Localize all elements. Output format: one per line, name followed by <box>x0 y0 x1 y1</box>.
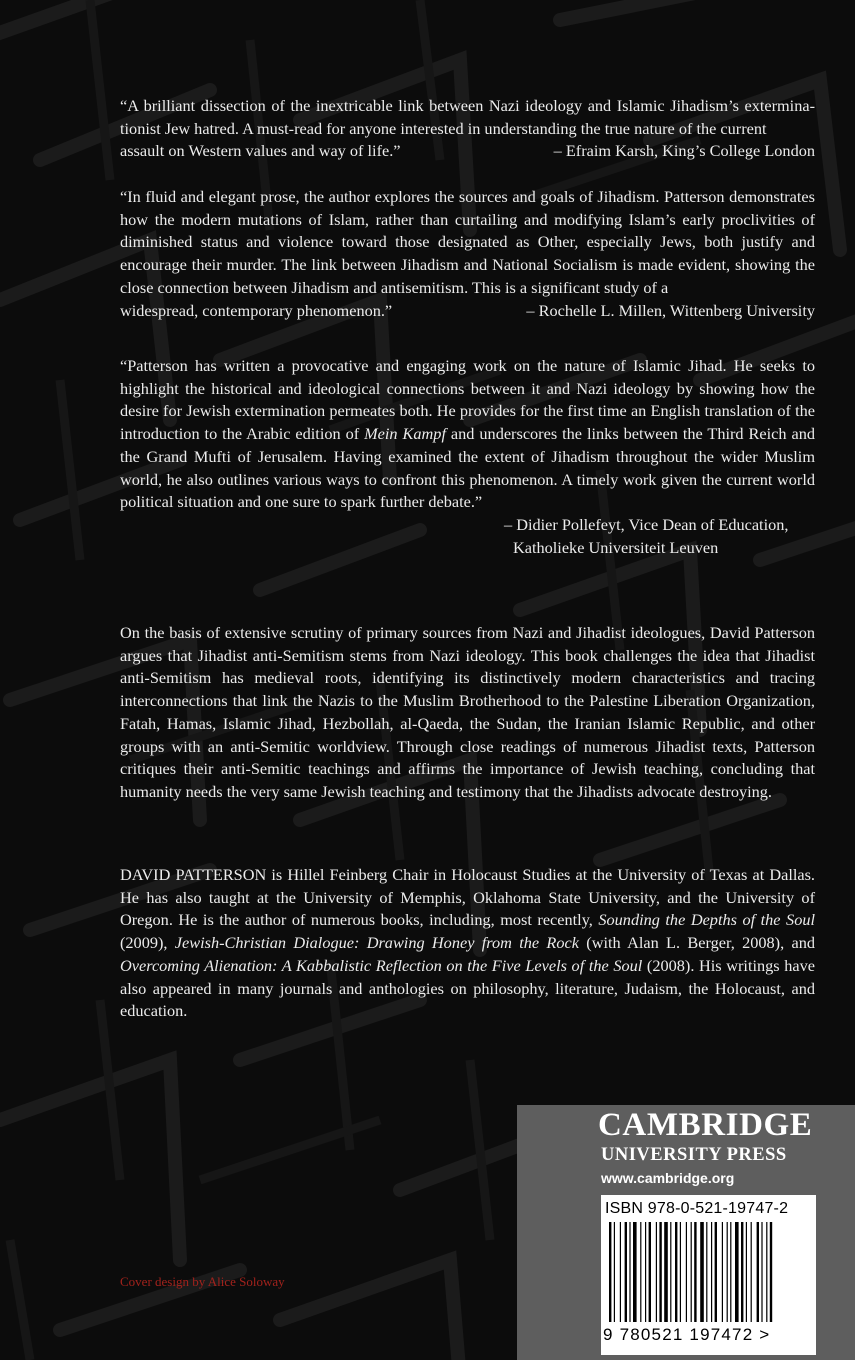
review-text-part: “Patterson has written a provocative and engaging work on the nature of Islamic Jihad. He seeks to highlight the historical and ideological connections between it and Nazi ideology by showing how the desire for Jewish extermination permeates both. He provides for the first time an English translation of the introduction to the Arabic edition of <box>120 356 815 444</box>
review-pollefeyt <box>120 355 815 559</box>
description-text: On the basis of extensive scrutiny of primary sources from Nazi and Jihadist ideologues, David Patterson argues that Jihadist anti-Semitism stems from Nazi ideology. This book challenges the idea that Jihadist anti-Semitism has medieval roots, identifying its distinctively modern characteristics and tracing interconnections that link the Nazis to the Muslim Brotherhood to the Palestine Liberation Organization, Fatah, Hamas, Islamic Jihad, Hezbollah, al-Qaeda, the Sudan, the Iranian Islamic Republic, and other groups with an anti-Semitic worldview. Through close readings of numerous Jihadist texts, Patterson critiques their anti-Semitic teachings and affirms the importance of Jewish teaching, concluding that humanity needs the very same Jewish teaching and testimony that the Jihadists advocate destroying. <box>120 623 815 801</box>
publisher-logo-name: CAMBRIDGE <box>598 1107 813 1143</box>
review-millen <box>120 186 815 322</box>
barcode-icon <box>607 1222 807 1324</box>
review-text: “A brilliant dissection of the inextricable link between Nazi ideology and Islamic Jihadism’s exterminationist Jew hatred. A must-read for anyone interested in understanding the true nature of the current <box>120 96 815 138</box>
publisher-url: www.cambridge.org <box>601 1170 735 1186</box>
review-text <box>120 355 815 514</box>
book-title: Overcoming Alienation: A Kabbalistic Reflection on the Five Levels of the Soul <box>120 955 643 975</box>
publisher-panel <box>517 1105 855 1360</box>
bio-part: (2009), <box>120 933 175 953</box>
bio-part: DAVID PATTERSON is Hillel Feinberg Chair in Holocaust Studies at the University of Texas at Dallas. He has also taught at the University of Memphis, Oklahoma State University, and the University of Oregon. He is the author of numerous books, including, most recently, <box>120 865 815 930</box>
book-description <box>120 622 815 804</box>
attribution-line: Katholieke Universiteit Leuven <box>513 537 719 557</box>
publisher-logo-subtitle: UNIVERSITY PRESS <box>601 1145 787 1165</box>
bio-text <box>120 864 815 1023</box>
review-karsh <box>120 95 815 163</box>
barcode-block <box>601 1195 816 1355</box>
review-attribution: – Rochelle L. Millen, Wittenberg University <box>526 300 815 320</box>
attribution-line: – Didier Pollefeyt, Vice Dean of Education, <box>504 514 789 534</box>
book-title: Jewish-Christian Dialogue: Drawing Honey from the Rock <box>174 933 579 953</box>
review-last-line: assault on Western values and way of life.” <box>120 141 401 161</box>
isbn-label: ISBN 978-0-521-19747-2 <box>605 1200 789 1217</box>
review-attribution <box>120 514 815 559</box>
review-last-line: widespread, contemporary phenomenon.” <box>120 300 393 320</box>
barcode-digits: 9 780521 197472 > <box>603 1325 771 1344</box>
review-attribution: – Efraim Karsh, King’s College London <box>553 141 815 161</box>
bio-part: (2008). His writings have also appeared in many journals and anthologies on philosophy, literature, Judaism, the Holocaust, and education. <box>120 955 815 1021</box>
book-title-mein-kampf: Mein Kampf <box>364 424 446 444</box>
review-text: “In fluid and elegant prose, the author explores the sources and goals of Jihadism. Patterson demonstrates how the modern mutations of Islam, rather than curtailing and modifying Islam’s early proclivities of diminished status and violence toward those designated as Other, especially Jews, both justify and encourage their murder. The link between Jihadism and National Socialism is made evident, showing the close connection between Jihadism and antisemitism. This is a significant study of a <box>120 187 815 297</box>
cover-credit: Cover design by Alice Soloway <box>120 1274 285 1289</box>
book-title: Sounding the Depths of the Soul <box>598 910 816 930</box>
review-text-part: and underscores the links between the Third Reich and the Grand Mufti of Jerusalem. Having examined the extent of Jihadism throughout the wider Muslim world, he also outlines various ways to confront this phenomenon. A timely work given the current world political situation and one sure to spark further debate.” <box>120 424 815 512</box>
bio-part: (with Alan L. Berger, 2008), and <box>578 933 815 953</box>
author-bio <box>120 864 815 1023</box>
